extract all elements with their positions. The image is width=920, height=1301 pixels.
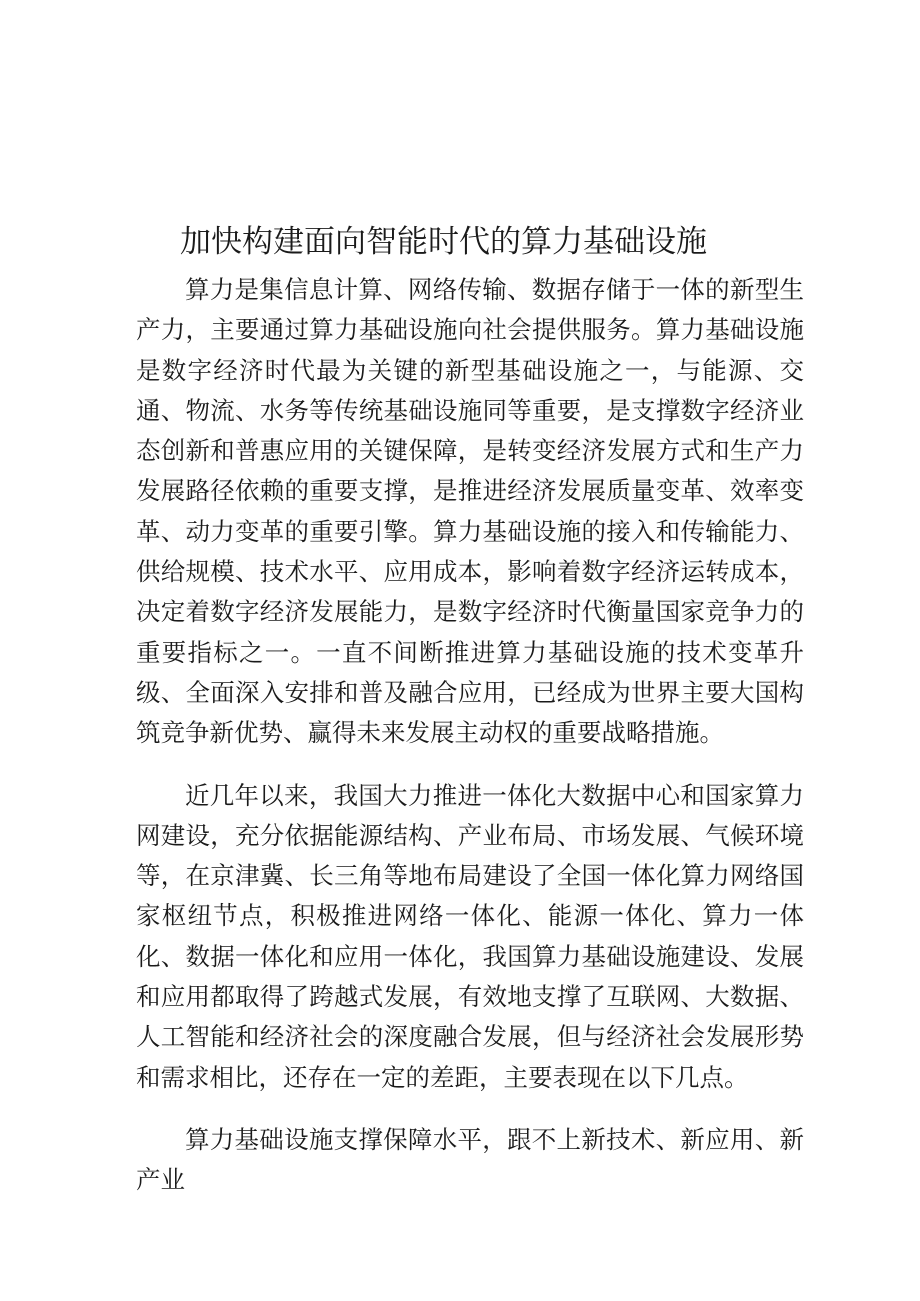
paragraph-national-progress: 近几年以来，我国大力推进一体化大数据中心和国家算力网建设，充分依据能源结构、产业布局、市场发展、气候环境等，在京津冀、长三角等地布局建设了全国一体化算力网络国家枢纽节点，积极推进网络一体化、能源一体化、算力一体化、数据一体化和应用一体化，我国算力基础设施建设、发展和应用都取得了跨越式发展，有效地支撑了互联网、大数据、人工智能和经济社会的深度融合发展，但与经济社会发展形势和需求相比，还存在一定的差距，主要表现在以下几点。	[136, 780, 804, 1092]
document-title: 加快构建面向智能时代的算力基础设施	[180, 224, 707, 260]
paragraph-computing-power-definition: 算力是集信息计算、网络传输、数据存储于一体的新型生产力，主要通过算力基础设施向社会提供服务。算力基础设施是数字经济时代最为关键的新型基础设施之一，与能源、交通、物流、水务等传统基础设施同等重要，是支撑数字经济业态创新和普惠应用的关键保障，是转变经济发展方式和生产力发展路径依赖的重要支撑，是推进经济发展质量变革、效率变革、动力变革的重要引擎。算力基础设施的接入和传输能力、供给规模、技术水平、应用成本，影响着数字经济运转成本，决定着数字经济发展能力，是数字经济时代衡量国家竞争力的重要指标之一。一直不间断推进算力基础设施的技术变革升级、全面深入安排和普及融合应用，已经成为世界主要大国构筑竞争新优势、赢得未来发展主动权的重要战略措施。	[136, 275, 804, 748]
document-body	[136, 270, 804, 1201]
paragraph-support-level: 算力基础设施支撑保障水平，跟不上新技术、新应用、新产业	[136, 1124, 804, 1195]
